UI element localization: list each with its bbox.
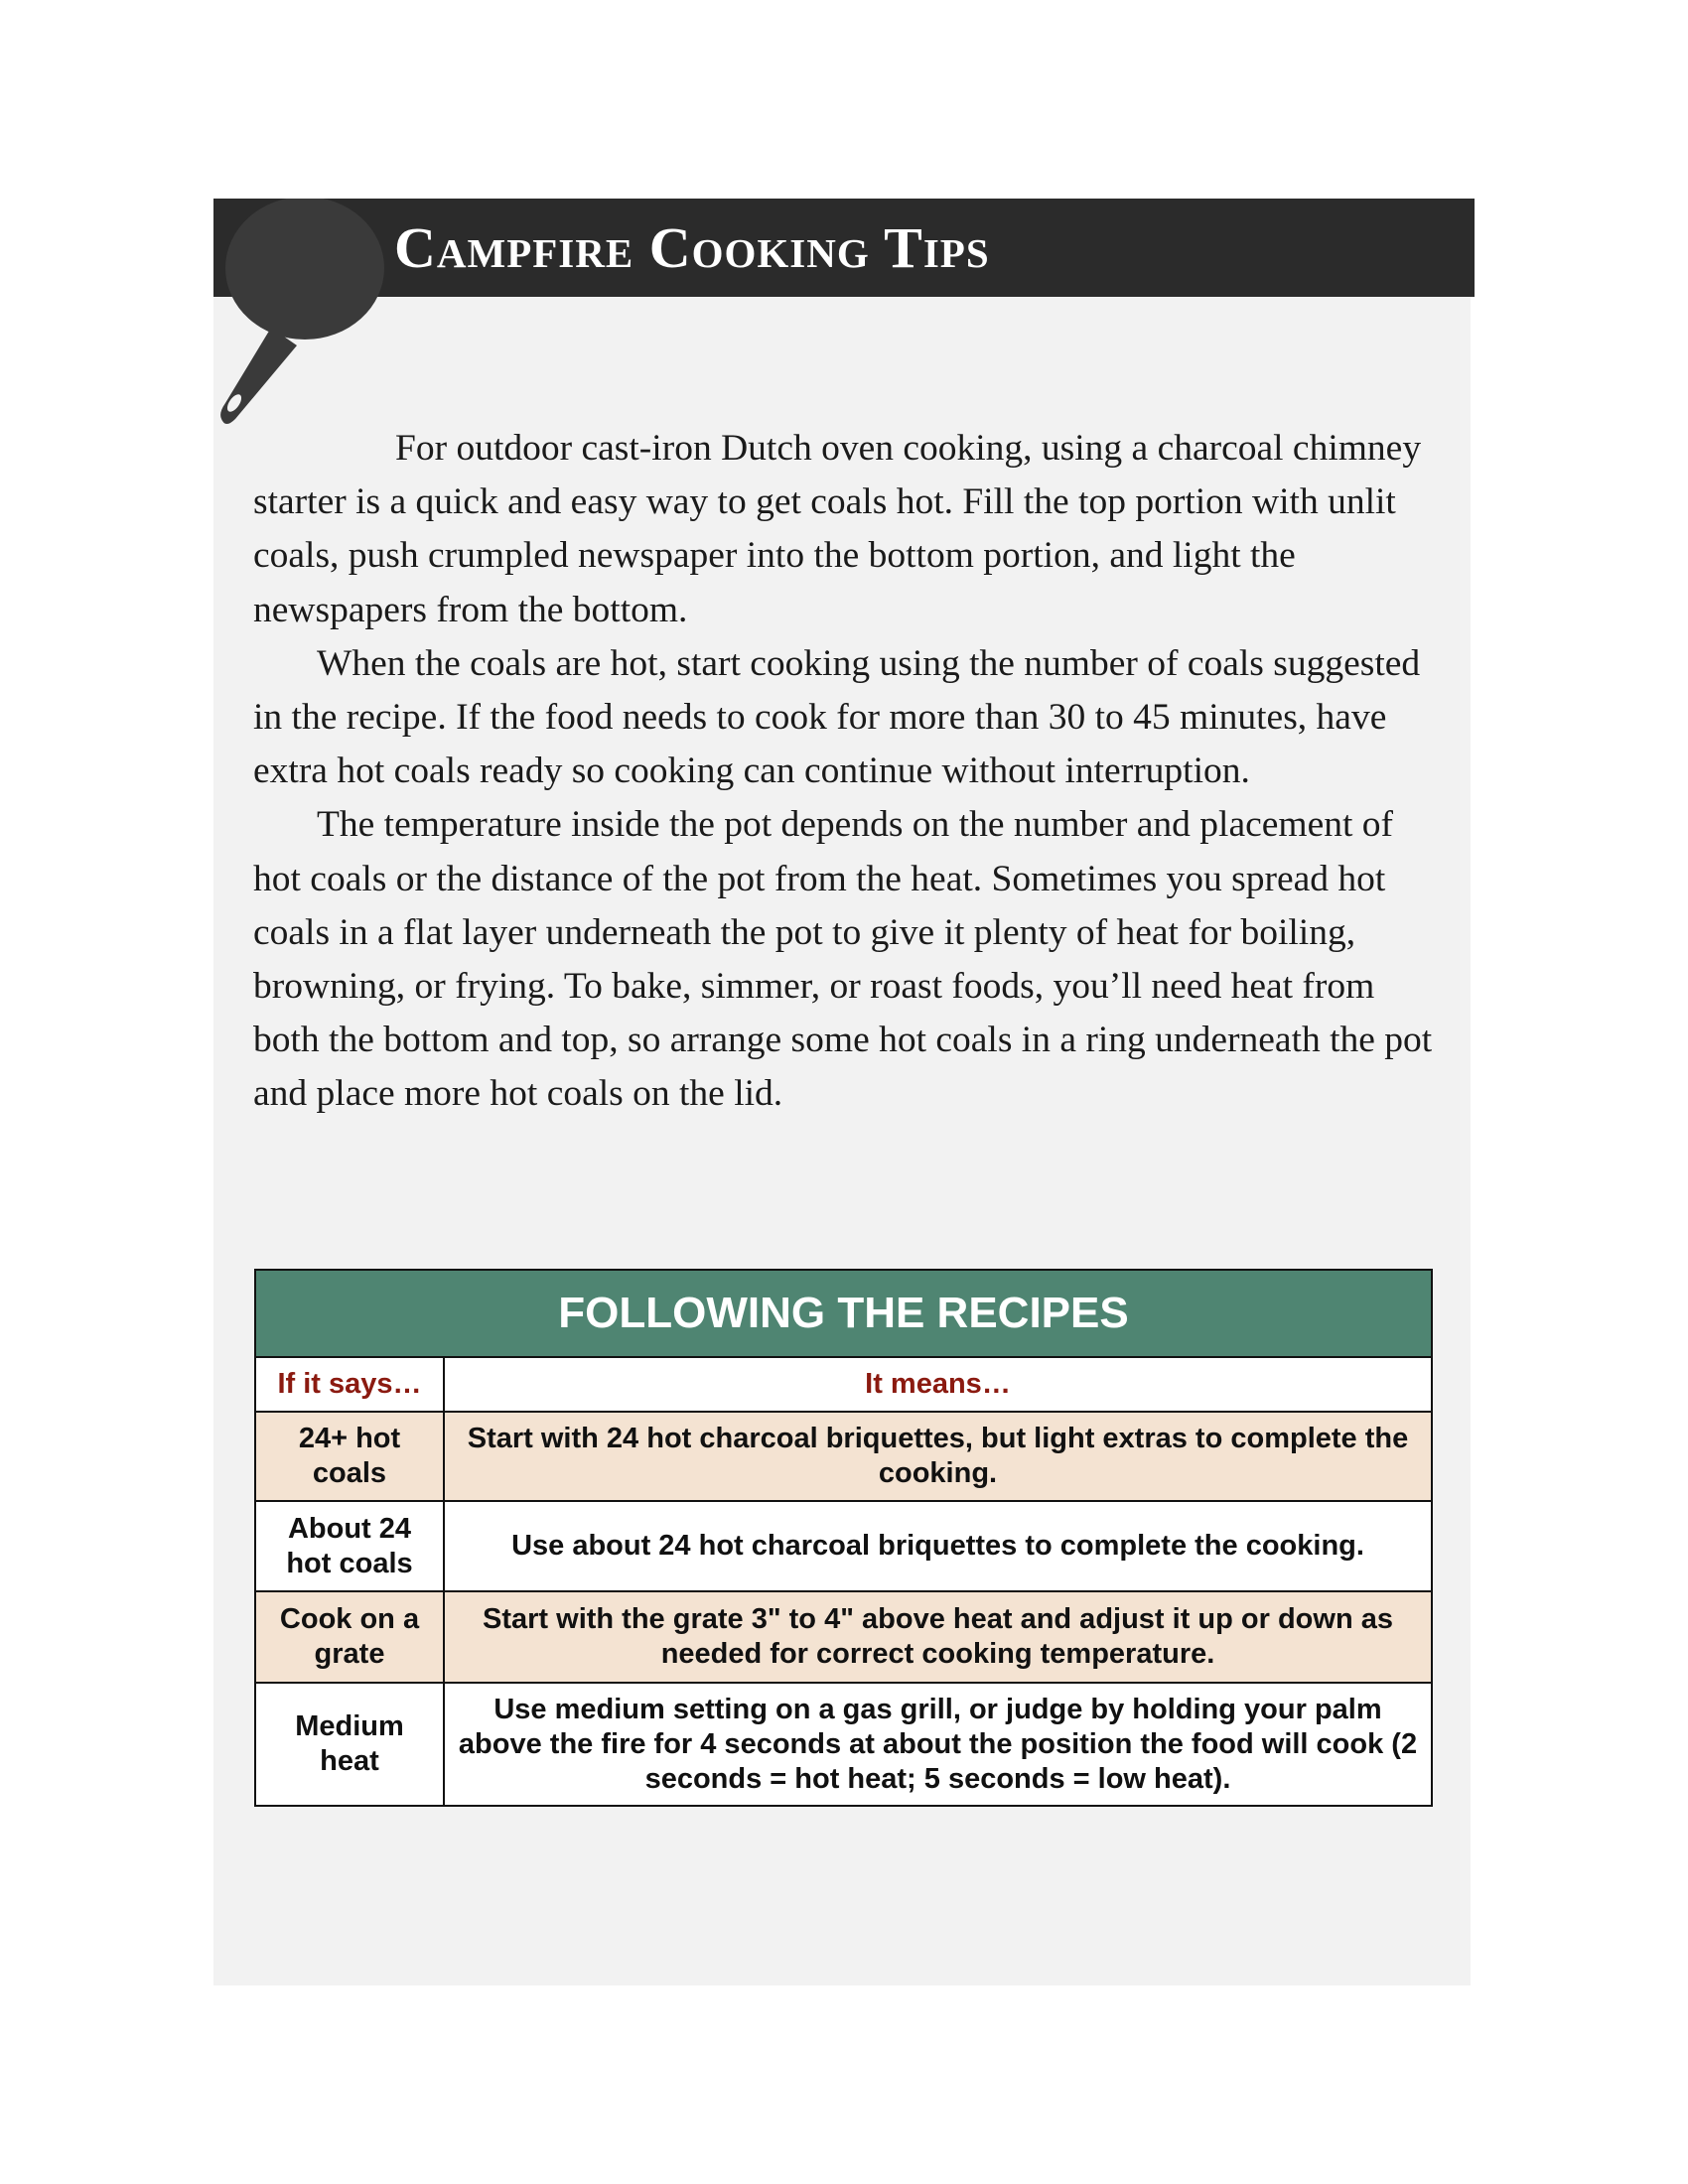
column-header-says: If it says… (255, 1357, 444, 1412)
row-says: About 24 hot coals (255, 1501, 444, 1591)
row-says: Cook on a grate (255, 1591, 444, 1683)
table-heading-row (255, 1270, 1432, 1357)
row-says: 24+ hot coals (255, 1412, 444, 1501)
table-row (255, 1501, 1432, 1591)
table-row (255, 1683, 1432, 1806)
row-means: Use medium setting on a gas grill, or judge by holding your palm above the fire for 4 seconds at about the position the food will cook (2 seconds = hot heat; 5 seconds = low heat). (444, 1683, 1432, 1806)
table-row (255, 1591, 1432, 1683)
row-means: Start with 24 hot charcoal briquettes, but light extras to complete the cooking. (444, 1412, 1432, 1501)
skillet-icon (213, 199, 392, 427)
page-title: Campfire Cooking Tips (394, 215, 990, 280)
recipes-table (254, 1269, 1433, 1807)
table-heading: FOLLOWING THE RECIPES (255, 1270, 1432, 1357)
paragraph-temperature: The temperature inside the pot depends on the number and placement of hot coals or the distance of the pot from the heat. Sometimes you spread hot coals in a flat layer underneath the pot to give it plenty of heat for boiling, browning, or frying. To bake, simmer, or roast foods, you’ll need heat from both the bottom and top, so arrange some hot coals in a ring underneath the pot and place more hot coals on the lid. (253, 804, 1433, 1115)
paragraph-chimney-starter: For outdoor cast-iron Dutch oven cooking, using a charcoal chimney starter is a quick and easy way to get coals hot. Fill the top portion with unlit coals, push crumpled newspaper into the bottom portion, and light the newspapers from the bottom. (253, 428, 1422, 630)
row-means: Use about 24 hot charcoal briquettes to complete the cooking. (444, 1501, 1432, 1591)
table-row (255, 1412, 1432, 1501)
column-header-row (255, 1357, 1432, 1412)
row-says: Medium heat (255, 1683, 444, 1806)
column-header-means: It means… (444, 1357, 1432, 1412)
paragraph-hot-coals: When the coals are hot, start cooking using the number of coals suggested in the recipe. If the food needs to cook for more than 30 to 45 minutes, have extra hot coals ready so cooking can continue without interruption. (253, 642, 1421, 792)
intro-text (253, 422, 1445, 1122)
row-means: Start with the grate 3" to 4" above heat and adjust it up or down as needed for correct cooking temperature. (444, 1591, 1432, 1683)
